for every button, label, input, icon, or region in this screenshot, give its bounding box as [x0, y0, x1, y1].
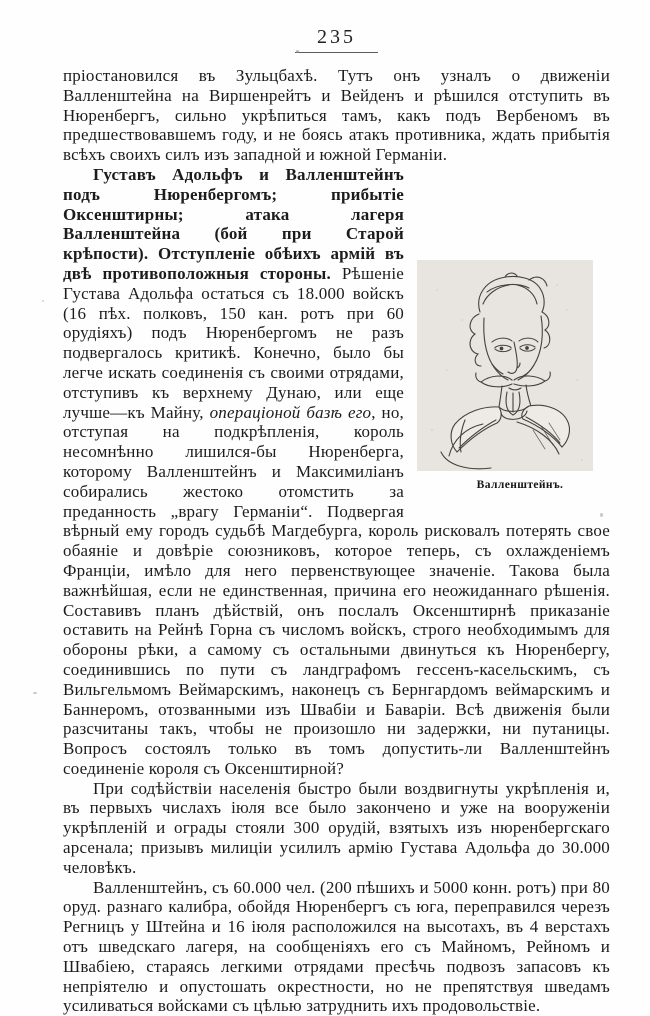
wallenstein-portrait-sketch [417, 260, 593, 471]
scan-speck [600, 513, 603, 517]
scan-speck [42, 300, 44, 302]
page-text [63, 66, 610, 1016]
paragraph-retreat-to-nuremberg [63, 66, 610, 165]
page-number: 235 [295, 26, 378, 53]
scan-speck [296, 50, 299, 53]
italic-phrase: операціоной базѣ его [209, 402, 372, 422]
page-header [63, 26, 610, 53]
scan-speck [33, 692, 37, 694]
paragraph-text: пріостановился въ Зульцбахѣ. Тутъ онъ узналъ о движеніи Валленштейна на Виршенрейтъ и Вейденъ и рѣшился отступить въ Нюренбергъ, сильно укрѣпиться тамъ, какъ подъ Вербеномъ въ предшествовавшемъ году, и не боясь атакъ противника, ждать прибытія всѣхъ своихъ силъ изъ западной и южной Германіи. [63, 66, 610, 165]
section-heading-bold: Густавъ Адольфъ и Валленштейнъ подъ Нюренбергомъ; прибытіе Оксенштирны; атака лагеря Валленштейна (бой при Старой крѣпости). Отступленіе обѣихъ армій въ двѣ противоположныя стороны. [63, 164, 404, 283]
paragraph-text: Валленштейнъ, съ 60.000 чел. (200 пѣшихъ и 5000 конн. ротъ) при 80 оруд. разнаго калибра, обойдя Нюренбергъ съ юга, переправился черезъ Регницъ у Штейна и 16 іюля расположился на высотахъ, въ 4 верстахъ отъ шведскаго лагеря, на сообщеніяхъ его съ Майномъ, Рейномъ и Швабіею, стараясь легкими отрядами пресѣчь подвозъ запасовъ къ непріятелю и опустошать окрестности, но не препятствуя шведамъ усиливаться войсками съ цѣлью затруднить ихъ продовольствіе. [63, 877, 610, 1016]
pupil-right [526, 347, 529, 350]
paragraph-text: , но, отступая на подкрѣпленія, король несомнѣнно лишился-бы Нюренберга, которому Валленштейнъ и Максимиліанъ собирались жестоко отомстить за преданность „врагу Германіи“. Подвергая вѣрный ему городъ судьбѣ Магдебурга, король рисковалъ потерять свое обаяніе и довѣріе союзниковъ, которое теперь, съ охлажденіемъ Франціи, имѣло для него первенствующее значеніе. Такова была важнѣйшая, если не единственная, причина его неожиданнаго рѣшенія. Составивъ планъ дѣйствій, онъ послалъ Оксенштирнѣ приказаніе оставить на Рейнѣ Горна съ числомъ войскъ, строго необходимымъ для обороны рѣки, а самому съ остальными двинуться къ Нюренбергу, соединившись по пути съ ландграфомъ гессенъ-касельскимъ, съ Вильгельмомъ Веймарскимъ, наконецъ съ Бернгардомъ веймарскимъ и Баннеромъ, отозванными изъ Швабіи и Баваріи. Всѣ движенія были разсчитаны такъ, чтобы не произошло ни задержки, ни путаницы. Вопросъ состоялъ только въ томъ допустить-ли Валленштейнъ соединеніе короля съ Оксенштирной? [63, 402, 610, 778]
paragraph-text: При содѣйствіи населенія быстро были воздвигнуты укрѣпленія и, въ первыхъ числахъ іюля все было закончено и уже на вооруженіи укрѣпленій и ограды стояли 300 орудій, взятыхъ изъ нюренбергскаго арсенала; призывъ милиціи усилилъ армію Густава Адольфа до 30.000 человѣкъ. [63, 778, 610, 877]
paragraph-wallenstein-advance [63, 878, 610, 1016]
pupil-left [500, 347, 503, 350]
paragraph-gustav-wallenstein [63, 165, 610, 779]
figure-wallenstein [417, 260, 610, 496]
paragraph-fortifications [63, 779, 610, 878]
paragraph-text: Рѣшеніе Густава Адольфа остаться съ 18.000 войскъ (16 пѣх. полковъ, 150 кан. ротъ при 60 орудіяхъ) подъ Нюренбергомъ не разъ подвергалось критикѣ. Конечно, было бы легче искать соединенія съ своими отрядами, отступивъ къ верхнему Дунаю, или еще лучше—къ Майну, [63, 263, 404, 422]
figure-caption: Валленштейнъ. [476, 478, 564, 491]
